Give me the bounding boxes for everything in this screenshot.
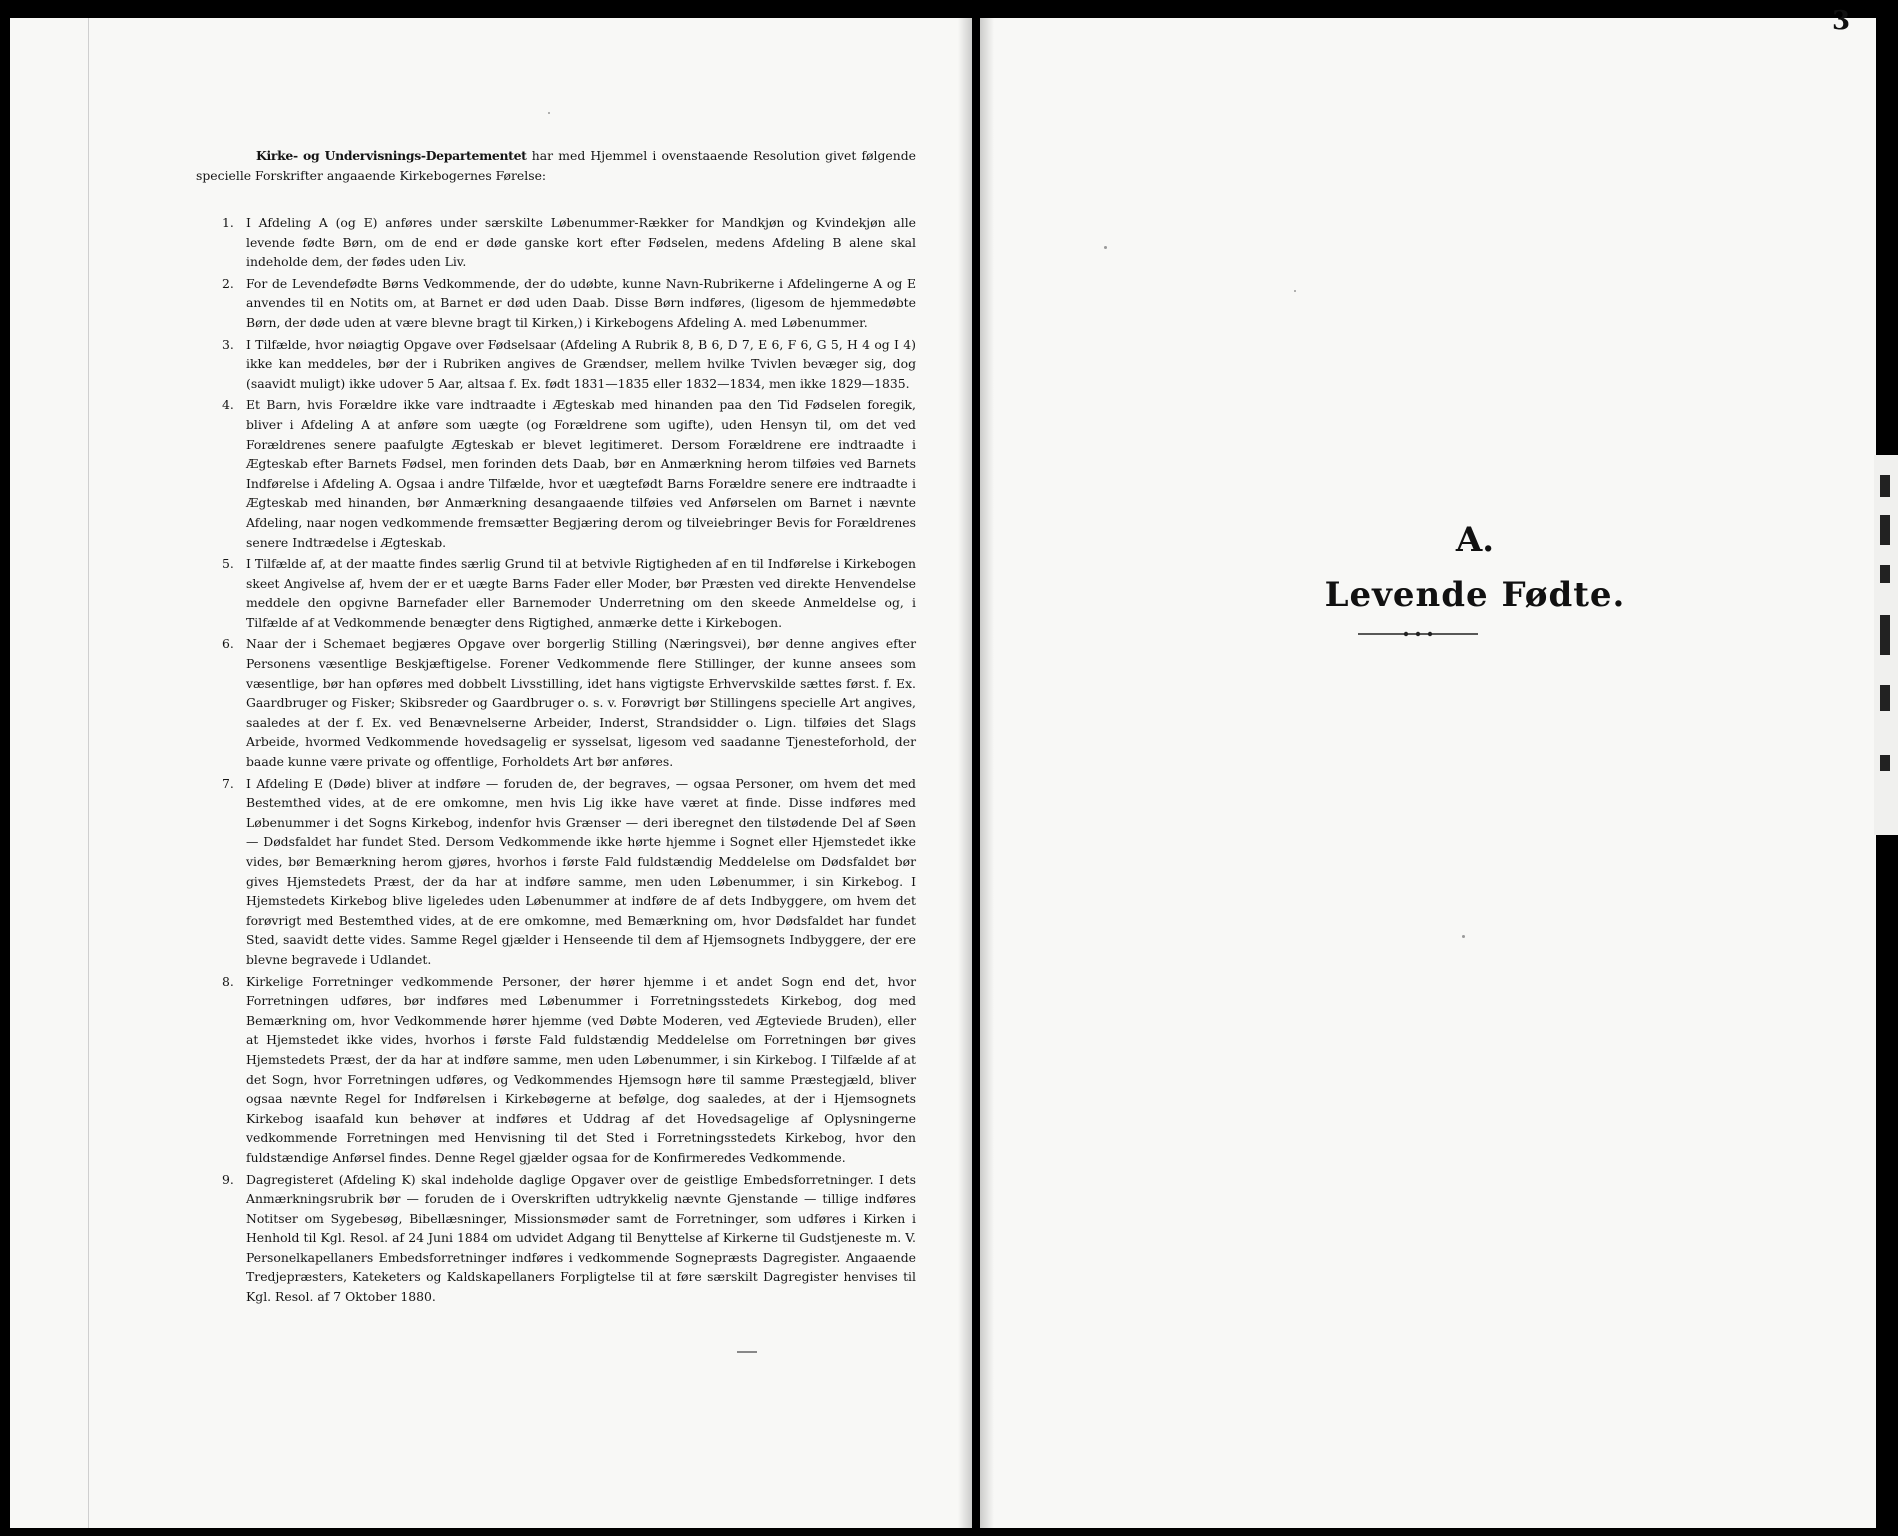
intro-text: har med Hjemmel i ovenstaaende Resolution givet følgende specielle Forskrifter angaaende Kirkebogernes Førelse: bbox=[196, 148, 916, 183]
tab-mark bbox=[1880, 685, 1890, 711]
rule-number: 1. bbox=[222, 215, 234, 230]
right-page bbox=[980, 18, 1876, 1528]
rule-item bbox=[196, 972, 916, 1168]
rule-number: 3. bbox=[222, 336, 234, 352]
rule-number: 9. bbox=[222, 1171, 234, 1187]
rule-text: I Tilfælde af, at der maatte findes særlig Grund til at betvivle Rigtigheden af en til Indførelse i Kirkebogen skeet Angivelse af, hvem der er et uægte Barns Fader eller Moder, bør Præsten ved direkte Henvendelse meddele den opgivne Barnefader eller Barnemoder Underretning om den skeede Anmeldelse og, i Tilfælde af at Vedkommende benægter dens Rigtighed, anmærke dette i Kirkebogen. bbox=[246, 556, 916, 630]
paper-speck bbox=[548, 112, 550, 114]
rule-text: I Afdeling A (og E) anføres under særskilte Løbenummer-Rækker for Mandkjøn og Kvindekjøn alle levende fødte Børn, om de end er døde ganske kort efter Fødselen, medens Afdeling B alene skal indeholde dem, der fødes uden Liv. bbox=[246, 215, 916, 270]
rule-number: 5. bbox=[222, 556, 234, 572]
tab-mark bbox=[1880, 515, 1890, 545]
gutter-shadow bbox=[958, 18, 972, 1528]
gutter-shadow bbox=[980, 18, 994, 1528]
rule-text: Kirkelige Forretninger vedkommende Personer, der hører hjemme i et andet Sogn end det, hvor Forretningen udføres, bør indføres med Løbenummer i Forretningsstedets Kirkebog, dog med Bemærkning om, hvor Vedkommende hører hjemme (ved Døbte Moderen, ved Ægteviede Bruden), eller at Hjemstedet ikke vides, hvorhos i første Fald fuldstændig Meddelelse om Forretningen bør gives Hjemstedets Præst, der da har at indføre samme, men uden Løbenummer, i sin Kirkebog. I Tilfælde af at det Sogn, hvor Forretningen udføres, og Vedkommendes Hjemsogn høre til samme Præstegjæld, bliver ogsaa nævnte Regel for Indførelsen i Kirkebøgerne at befølge, dog saaledes, at der i Hjemsognets Kirkebog isaafald kun behøver at indføres et Uddrag af det Hovedsagelige af Oplysningerne vedkommende Forretningen med Henvisning til det Sted i Forretningsstedets Kirkebog, hvor den fuldstændige Anførsel findes. Denne Regel gjælder ogsaa for de Konfirmeredes Vedkommende. bbox=[246, 973, 916, 1165]
rule-number: 2. bbox=[222, 275, 234, 291]
rule-item bbox=[196, 395, 916, 552]
rule-text: I Afdeling E (Døde) bliver at indføre — foruden de, der begraves, — ogsaa Personer, om hvem det med Bestemthed vides, at de ere omkomne, men hvis Lig ikke have været at finde. Disse indføres med Løbenummer i det Sogns Kirkebog, indenfor hvis Grænser — deri iberegnet den tilstødende Del af Søen — Dødsfaldet har fundet Sted. Dersom Vedkommende ikke hørte hjemme i Sognet eller Hjemstedet ikke vides, bør Bemærkning herom gjøres, hvorhos i første Fald fuldstændig Meddelelse om Dødsfaldet bør gives Hjemstedets Præst, der da har at indføre samme, men uden Løbenummer, i sin Kirkebog. I Hjemstedets Kirkebog blive ligeledes uden Løbenummer at indføre de af dets Indbyggere, om hvem det forøvrigt med Bestemthed vides, at de ere omkomne, med Bemærkning om, hvor Dødsfaldet har fundet Sted, saavidt dette vides. Samme Regel gjælder i Henseende til dem af Hjemsognets Indbyggere, der ere blevne begravede i Udlandet. bbox=[246, 775, 916, 967]
rule-text: For de Levendefødte Børns Vedkommende, der do udøbte, kunne Navn-Rubrikerne i Afdelingerne A og E anvendes til en Notits om, at Barnet er død uden Daab. Disse Børn indføres, (ligesom de hjemmedøbte Børn, der døde uden at være blevne bragt til Kirken,) i Kirkebogens Afdeling A. med Løbenummer. bbox=[246, 275, 916, 330]
index-tab-strip bbox=[1874, 455, 1898, 835]
rule-item bbox=[196, 1170, 916, 1307]
rule-text: Dagregisteret (Afdeling K) skal indeholde daglige Opgaver over de geistlige Embedsforretninger. I dets Anmærkningsrubrik bør — foruden de i Overskriften udtrykkelig nævnte Gjenstande — tillige indføres Notitser om Sygebesøg, Bibellæsninger, Missionsmøder samt de Forretninger, som udføres i Kirken i Henhold til Kgl. Resol. af 24 Juni 1884 om udvidet Adgang til Benyttelse af Kirkerne til Gudstjeneste m. V. Personelkapellaners Embedsforretninger indføres i vedkommende Sognepræsts Dagregister. Angaaende Tredjepræsters, Kateketers og Kaldskapellaners Forpligtelse til at føre særskilt Dagregister henvises til Kgl. Resol. af 7 Oktober 1880. bbox=[246, 1171, 916, 1305]
rule-item bbox=[196, 634, 916, 771]
section-letter: A. bbox=[1455, 520, 1495, 560]
rule-item bbox=[196, 774, 916, 970]
rule-text: I Tilfælde, hvor nøiagtig Opgave over Fødselsaar (Afdeling A Rubrik 8, B 6, D 7, E 6, F 6, G 5, H 4 og I 4) ikke kan meddeles, bør der i Rubriken angives de Grændser, mellem hvilke Tvivlen bevæger sig, dog (saavidt muligt) ikke udover 5 Aar, altsaa f. Ex. født 1831—1835 eller 1832—1834, men ikke 1829—1835. bbox=[246, 336, 916, 391]
page-edge-line bbox=[88, 18, 89, 1528]
end-mark bbox=[737, 1351, 757, 1353]
rule-number: 7. bbox=[222, 775, 234, 791]
tab-mark bbox=[1880, 475, 1890, 497]
title-ornament bbox=[1358, 628, 1478, 640]
rules-list bbox=[196, 213, 916, 1309]
intro-paragraph bbox=[196, 146, 916, 185]
tab-mark bbox=[1880, 755, 1890, 771]
rule-text: Et Barn, hvis Forældre ikke vare indtraadte i Ægteskab med hinanden paa den Tid Fødselen foregik, bliver i Afdeling A at anføre som uægte (og Forældrene som ugifte), uden Hensyn til, om det ved Forældrenes senere paafulgte Ægteskab er blevet legitimeret. Dersom Forældrene ere indtraadte i Ægteskab efter Barnets Fødsel, men forinden dets Daab, bør en Anmærkning herom tilføies ved Barnets Indførelse i Afdeling A. Ogsaa i andre Tilfælde, hvor et uægtefødt Barns Forældre senere ere indtraadte i Ægteskab med hinanden, bør Anmærkning desangaaende tilføies ved Anførselen om Barnet i nævnte Afdeling, naar nogen vedkommende fremsætter Begjæring derom og tilveiebringer Bevis for Forældrenes senere Indtrædelse i Ægteskab. bbox=[246, 397, 916, 550]
rule-item bbox=[196, 213, 916, 272]
section-title: Levende Fødte. bbox=[1324, 575, 1626, 615]
rule-number: 4. bbox=[222, 397, 234, 413]
page-number: 3 bbox=[1832, 6, 1851, 36]
paper-speck bbox=[1462, 935, 1465, 938]
rule-item bbox=[196, 274, 916, 333]
tab-mark bbox=[1880, 565, 1890, 583]
paper-speck bbox=[1294, 290, 1296, 292]
rule-number: 6. bbox=[222, 636, 234, 652]
rule-item bbox=[196, 554, 916, 632]
rule-text: Naar der i Schemaet begjæres Opgave over borgerlig Stilling (Næringsvei), bør denne angives efter Personens væsentlige Beskjæftigelse. Forener Vedkommende flere Stillinger, der kunne ansees som væsentlige, bør han opføres med dobbelt Livsstilling, idet hans vigtigste Erhvervskilde sættes først. f. Ex. Gaardbruger og Fisker; Skibsreder og Gaardbruger o. s. v. Forøvrigt bør Stillingens specielle Art angives, saaledes at der f. Ex. ved Benævnelserne Arbeider, Inderst, Strandsidder o. Lign. tilføies det Slags Arbeide, hvormed Vedkommende hovedsagelig er sysselsat, ligesom ved saadanne Tjenesteforhold, der baade kunne være private og offentlige, Forholdets Art bør anføres. bbox=[246, 636, 916, 770]
tab-mark bbox=[1880, 615, 1890, 655]
rule-number: 8. bbox=[222, 973, 234, 989]
paper-speck bbox=[1104, 246, 1107, 249]
department-name: Kirke- og Undervisnings-Departementet bbox=[256, 148, 527, 163]
rule-item bbox=[196, 335, 916, 394]
